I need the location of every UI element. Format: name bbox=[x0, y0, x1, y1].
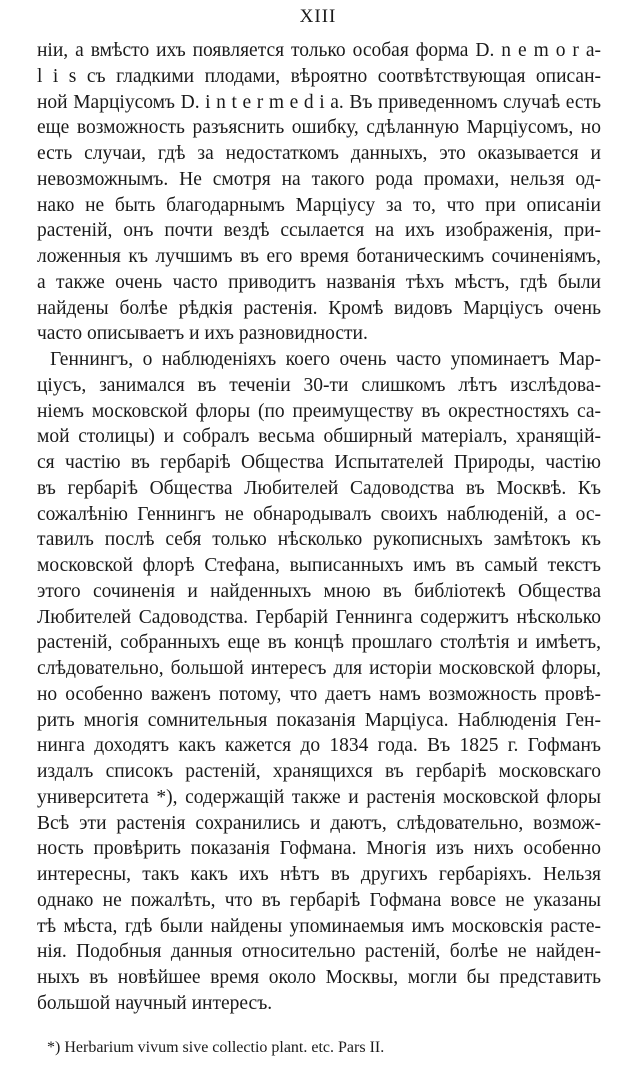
text-line: найдены болѣе рѣдкія растенія. Кромѣ видовъ Марціусъ очень bbox=[37, 297, 601, 319]
text-line: еще возможность разъяснить ошибку, сдѣланную Марціусомъ, но bbox=[37, 117, 601, 139]
text-line: издалъ списокъ растеній, хранящихся въ гербаріѣ московскаго bbox=[37, 761, 601, 782]
text-line: однако не пожалѣть, что въ гербаріѣ Гофмана вовсе не указаны bbox=[37, 889, 601, 911]
text-line: часто описываетъ и ихъ разновидности. bbox=[37, 323, 368, 345]
text-line: невозможнымъ. Не смотря на такого рода промахи, нельзя од- bbox=[37, 168, 601, 190]
text-line: въ гербаріѣ Общества Любителей Садоводства въ Москвѣ. Къ bbox=[37, 477, 601, 499]
text-line: ціусъ, занимался въ теченіи 30-ти слишкомъ лѣтъ изслѣдова- bbox=[37, 374, 601, 396]
text-line: но особенно важенъ потому, что даетъ намъ возможность провѣ- bbox=[37, 683, 601, 705]
text-line: тѣ мѣста, гдѣ были найдены упоминаемыя имъ московскія расте- bbox=[37, 915, 601, 937]
text-line: ніи, а вмѣсто ихъ появляется только особая форма D. n e m o r a- bbox=[37, 40, 601, 61]
text-line: Геннингъ, о наблюденіяхъ коего очень часто упоминаетъ Мар- bbox=[50, 349, 601, 370]
text-line: университета *), содержащій также и растенія московской флоры bbox=[37, 786, 601, 808]
text-line: тавилъ послѣ себя только нѣсколько рукописныхъ замѣтокъ къ bbox=[37, 529, 601, 551]
text-line: ныхъ въ новѣйшее время около Москвы, могли бы представить bbox=[37, 967, 601, 988]
text-line: этого сочиненія и найденныхъ мною въ библіотекѣ Общества bbox=[37, 580, 601, 602]
text-line: мой столицы) и собралъ весьма обширный матеріалъ, хранящій- bbox=[37, 426, 601, 448]
page-number: XIII bbox=[299, 6, 337, 27]
text-line: московской флорѣ Стефана, выписанныхъ имъ въ самый текстъ bbox=[37, 555, 601, 576]
text-line: l i s съ гладкими плодами, вѣроятно соотвѣтствующая описан- bbox=[37, 65, 601, 87]
text-line: есть случаи, гдѣ за недостаткомъ данныхъ, это оказывается и bbox=[37, 143, 601, 164]
text-line: нинга доходятъ какъ кажется до 1834 года. Въ 1825 г. Гофманъ bbox=[37, 735, 601, 757]
footnote: *) Herbarium vivum sive collectio plant. etc. Pars II. bbox=[47, 1039, 385, 1056]
text-line: Всѣ эти растенія сохранились и даютъ, слѣдовательно, возмож- bbox=[37, 812, 601, 834]
text-line: нія. Подобныя данныя относительно растеній, болѣе не найден- bbox=[37, 941, 601, 963]
text-line: Любителей Садоводства. Гербарій Геннинга содержитъ нѣсколько bbox=[37, 606, 601, 628]
text-line: растеній, онъ почти вездѣ ссылается на ихъ изображенія, при- bbox=[37, 220, 601, 242]
text-line: ность провѣрить показанія Гофмана. Многія изъ нихъ особенно bbox=[37, 838, 601, 860]
text-line: интересны, такъ какъ ихъ нѣтъ въ другихъ гербаріяхъ. Нельзя bbox=[37, 864, 601, 885]
text-line: ся частію въ гербаріѣ Общества Испытателей Природы, частію bbox=[37, 452, 601, 473]
text-line: нако не быть благодарнымъ Марціусу за то, что при описаніи bbox=[37, 194, 601, 216]
text-line: а также очень часто приводитъ названія тѣхъ мѣстъ, гдѣ были bbox=[37, 271, 601, 293]
text-line: слѣдовательно, большой интересъ для исторіи московской флоры, bbox=[37, 658, 601, 679]
text-line: большой научный интересъ. bbox=[37, 992, 273, 1014]
text-line: ложенныя къ лучшимъ въ его время ботаническимъ сочиненіямъ, bbox=[37, 246, 601, 267]
text-line: ніемъ московской флоры (по преимуществу въ окрестностяхъ са- bbox=[37, 400, 601, 422]
body-text bbox=[37, 38, 601, 1017]
text-line: рить многія сомнительныя показанія Марціуса. Наблюденія Ген- bbox=[37, 709, 601, 731]
text-line: растеній, собранныхъ еще въ концѣ прошлаго столѣтія и имѣетъ, bbox=[37, 632, 601, 654]
text-line: сожалѣнію Геннингъ не обнародывалъ своихъ наблюденій, а ос- bbox=[37, 503, 601, 525]
text-line: ной Марціусомъ D. i n t e r m e d i a. Въ приведенномъ случаѣ есть bbox=[37, 91, 601, 113]
